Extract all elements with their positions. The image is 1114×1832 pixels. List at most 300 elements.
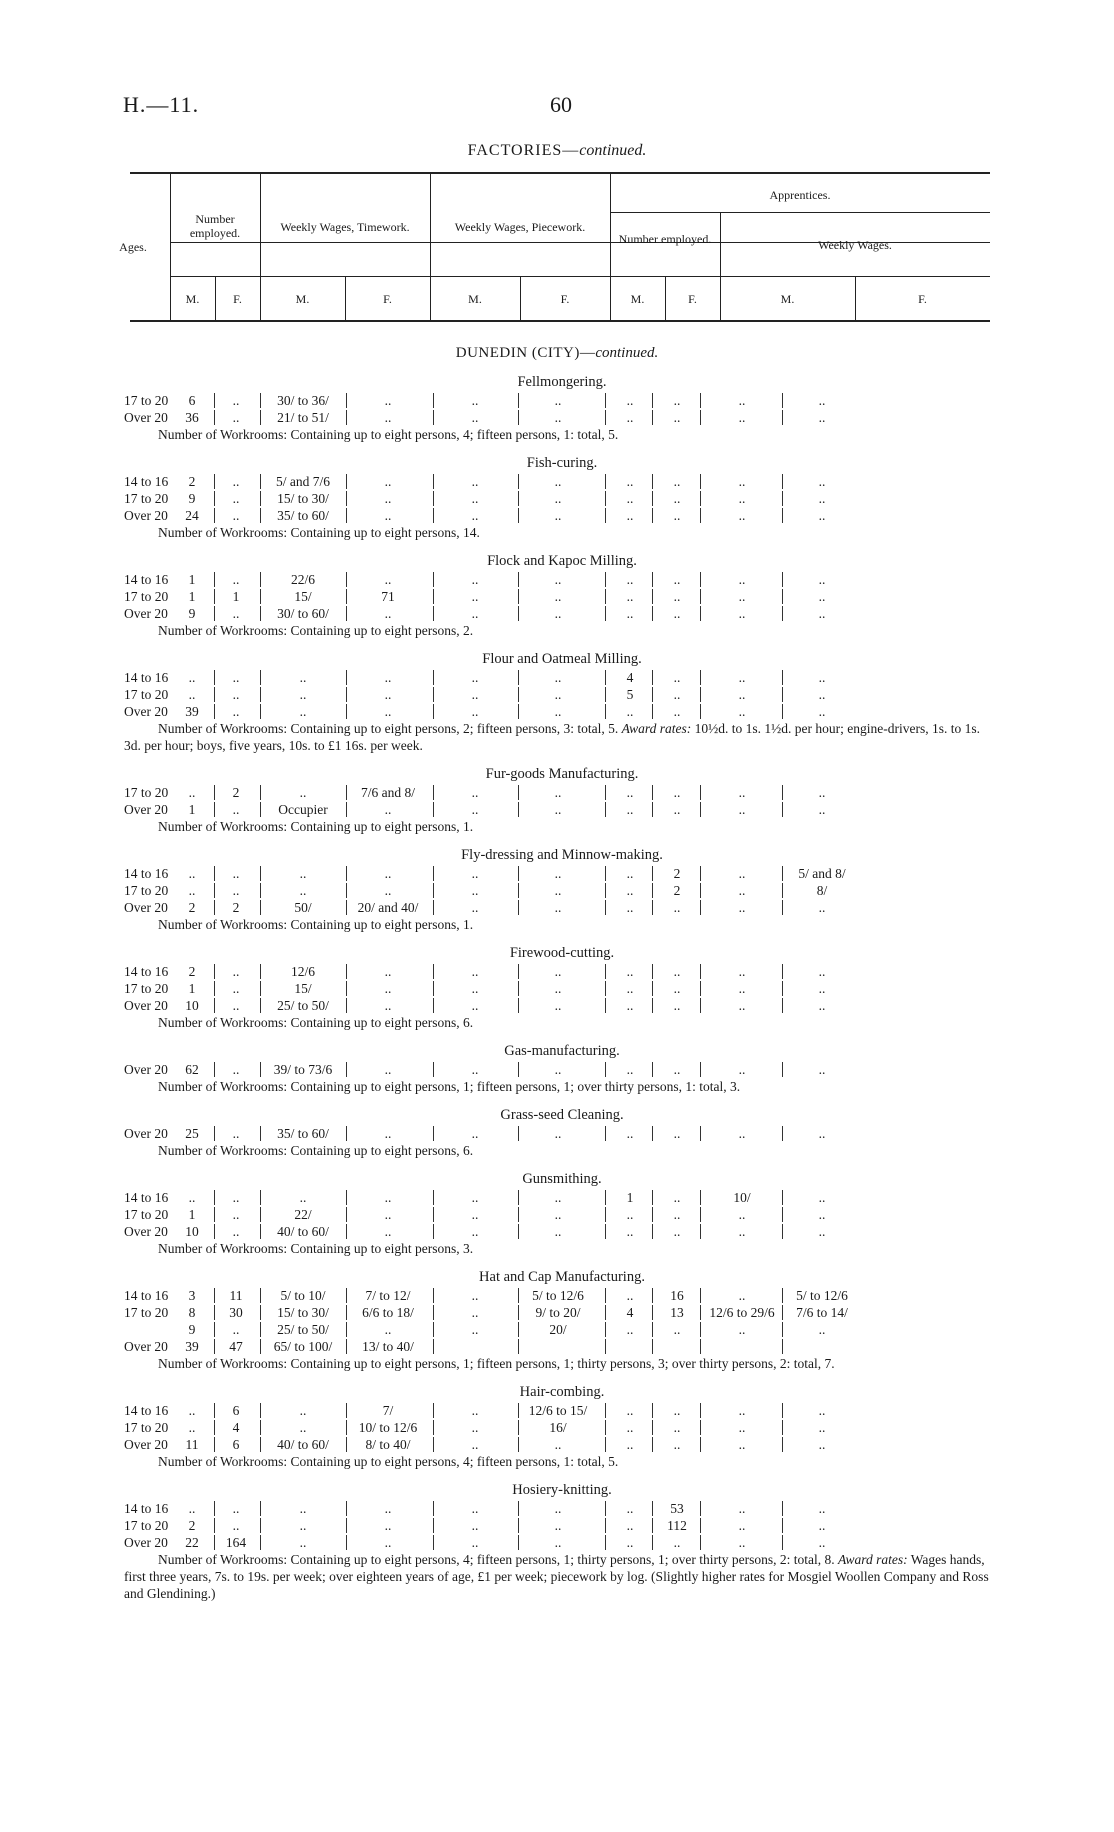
- column-rule: [652, 998, 653, 1013]
- column-rule: [346, 670, 347, 685]
- table-cell: 10/: [733, 1190, 751, 1205]
- table-cell: ..: [299, 670, 307, 685]
- table-cell: ..: [738, 1518, 746, 1533]
- workrooms-note: Number of Workrooms: Containing up to eight persons, 2; fifteen persons, 3: total, 5. Award rates: 10½d. to 1s. 1½d. per hour; engine-drivers, 1s. to 1s. 3d. per hour; boys, five years, 10s. to £1 16s. per week.: [124, 721, 980, 753]
- table-row: [0, 801, 1114, 818]
- industry-section: [0, 943, 1114, 1041]
- column-rule: [433, 1535, 434, 1550]
- column-rule: [700, 1518, 701, 1533]
- table-cell: 39: [185, 704, 199, 719]
- column-rule: [518, 998, 519, 1013]
- table-cell: ..: [299, 704, 307, 719]
- table-cell: ..: [673, 393, 681, 408]
- award-rates-text: 10½d. to 1s. 1½d. per hour; engine-drivers, 1s. to 1s. 3d. per hour; boys, five years, 10s. to £1 16s. per week.: [124, 721, 980, 753]
- table-cell: 2: [232, 785, 240, 800]
- column-rule: [346, 1420, 347, 1435]
- column-rule: [700, 964, 701, 979]
- column-rule: [260, 589, 261, 604]
- column-rule: [782, 866, 783, 881]
- column-rule: [518, 670, 519, 685]
- column-rule: [652, 670, 653, 685]
- age-cell: 14 to 16: [124, 670, 169, 685]
- table-cell: ..: [626, 1126, 634, 1141]
- table-cell: ..: [673, 1062, 681, 1077]
- table-row: [0, 409, 1114, 426]
- column-rule: [433, 474, 434, 489]
- column-rule: [346, 1535, 347, 1550]
- table-cell: ..: [232, 1207, 240, 1222]
- table-cell: ..: [626, 1062, 634, 1077]
- table-cell: ..: [232, 1224, 240, 1239]
- column-rule: [433, 670, 434, 685]
- column-rule: [652, 704, 653, 719]
- column-rule: [260, 393, 261, 408]
- column-rule: [782, 704, 783, 719]
- column-rule: [518, 606, 519, 621]
- column-rule: [214, 704, 215, 719]
- column-rule: [260, 1339, 261, 1354]
- column-rule: [605, 687, 606, 702]
- table-cell: ..: [673, 410, 681, 425]
- table-cell: ..: [384, 964, 392, 979]
- column-rule: [260, 998, 261, 1013]
- industry-sections: [0, 372, 1114, 1612]
- table-cell: ..: [299, 1501, 307, 1516]
- table-cell: ..: [738, 589, 746, 604]
- column-rule: [260, 1190, 261, 1205]
- column-rule: [214, 508, 215, 523]
- table-cell: ..: [673, 1207, 681, 1222]
- age-cell: Over 20: [124, 704, 168, 719]
- column-rule: [700, 1190, 701, 1205]
- table-cell: ..: [673, 572, 681, 587]
- table-cell: ..: [554, 1207, 562, 1222]
- table-cell: ..: [626, 866, 634, 881]
- table-cell: ..: [626, 393, 634, 408]
- column-rule: [518, 508, 519, 523]
- table-cell: ..: [626, 606, 634, 621]
- table-cell: 5: [626, 687, 634, 702]
- table-cell: 30/ to 36/: [277, 393, 329, 408]
- section-title: Flour and Oatmeal Milling.: [482, 651, 642, 667]
- table-cell: 2: [188, 1518, 196, 1533]
- column-rule: [782, 606, 783, 621]
- table-cell: ..: [818, 964, 826, 979]
- table-cell: 2: [673, 883, 681, 898]
- table-cell: ..: [471, 1288, 479, 1303]
- column-rule: [433, 883, 434, 898]
- column-rule: [782, 1339, 783, 1354]
- table-cell: ..: [818, 687, 826, 702]
- table-row: [0, 882, 1114, 899]
- table-cell: ..: [738, 900, 746, 915]
- column-rule: [782, 1207, 783, 1222]
- table-row: [0, 784, 1114, 801]
- column-rule: [605, 1339, 606, 1354]
- table-cell: 9: [188, 606, 196, 621]
- col-m: M.: [185, 292, 200, 306]
- column-rule: [652, 589, 653, 604]
- table-cell: ..: [471, 998, 479, 1013]
- col-f: F.: [233, 292, 242, 306]
- table-cell: 15/ to 30/: [277, 491, 329, 506]
- section-title: Hat and Cap Manufacturing.: [479, 1269, 645, 1285]
- table-cell: 22/6: [290, 572, 315, 587]
- table-cell: ..: [471, 606, 479, 621]
- table-cell: 25/ to 50/: [277, 1322, 329, 1337]
- section-title: Flock and Kapoc Milling.: [487, 553, 637, 569]
- industry-section: [0, 845, 1114, 943]
- award-rates-label: Award rates:: [621, 721, 692, 736]
- table-cell: ..: [738, 572, 746, 587]
- column-rule: [260, 1126, 261, 1141]
- column-rule: [346, 606, 347, 621]
- table-cell: ..: [626, 1224, 634, 1239]
- column-rule: [518, 964, 519, 979]
- table-cell: ..: [299, 785, 307, 800]
- table-cell: ..: [384, 1501, 392, 1516]
- column-rule: [433, 572, 434, 587]
- table-cell: ..: [626, 1288, 634, 1303]
- column-rule: [700, 508, 701, 523]
- column-rule: [260, 866, 261, 881]
- column-rule: [260, 1437, 261, 1452]
- age-cell: Over 20: [124, 1535, 168, 1550]
- column-rule: [782, 474, 783, 489]
- age-cell: 17 to 20: [124, 589, 169, 604]
- table-cell: 8: [188, 1305, 196, 1320]
- column-rule: [346, 589, 347, 604]
- column-rule: [214, 393, 215, 408]
- workrooms-note: Number of Workrooms: Containing up to eight persons, 6.: [158, 1015, 474, 1030]
- table-cell: ..: [554, 572, 562, 587]
- column-rule: [782, 981, 783, 996]
- column-rule: [214, 1403, 215, 1418]
- table-cell: 9/ to 20/: [535, 1305, 581, 1320]
- table-cell: ..: [818, 589, 826, 604]
- column-rule: [605, 491, 606, 506]
- column-rule: [605, 1207, 606, 1222]
- table-cell: ..: [471, 1062, 479, 1077]
- workrooms-note: Number of Workrooms: Containing up to eight persons, 1; fifteen persons, 1; thirty persons, 3; over thirty persons, 2: total, 7.: [158, 1356, 835, 1371]
- column-rule: [652, 491, 653, 506]
- table-cell: ..: [471, 1420, 479, 1435]
- column-rule: [605, 589, 606, 604]
- column-rule: [782, 1501, 783, 1516]
- table-cell: 53: [670, 1501, 684, 1516]
- table-cell: ..: [818, 670, 826, 685]
- table-cell: 6: [232, 1437, 240, 1452]
- column-rule: [518, 393, 519, 408]
- table-row: [0, 507, 1114, 524]
- table-cell: ..: [384, 704, 392, 719]
- age-cell: 17 to 20: [124, 1518, 169, 1533]
- table-cell: 10: [185, 1224, 199, 1239]
- column-rule: [260, 900, 261, 915]
- table-cell: 40/ to 60/: [277, 1224, 329, 1239]
- workrooms-note: Number of Workrooms: Containing up to eight persons, 1.: [158, 917, 474, 932]
- column-rule: [214, 1518, 215, 1533]
- column-rule: [214, 1535, 215, 1550]
- table-cell: ..: [384, 393, 392, 408]
- table-cell: ..: [384, 1062, 392, 1077]
- table-cell: ..: [554, 1518, 562, 1533]
- column-rule: [652, 1501, 653, 1516]
- table-cell: ..: [818, 1437, 826, 1452]
- column-rule: [433, 1288, 434, 1303]
- column-rule: [605, 785, 606, 800]
- column-rule: [700, 606, 701, 621]
- table-row: [0, 1436, 1114, 1453]
- table-cell: ..: [818, 606, 826, 621]
- column-rule: [605, 998, 606, 1013]
- table-cell: ..: [673, 508, 681, 523]
- table-cell: 2: [188, 474, 196, 489]
- workrooms-note: Number of Workrooms: Containing up to eight persons, 4; fifteen persons, 1; thirty persons, 1; over thirty persons, 2: total, 8. Award rates: Wages hands, first three years, 7s. to 19s. per week; over eighteen years of age, £1 per week; piecework by log. (Slightly higher rates for Mosgiel Woollen Company and Ross and Glendining.): [124, 1552, 989, 1601]
- table-row: [0, 997, 1114, 1014]
- table-cell: ..: [818, 1224, 826, 1239]
- table-cell: 65/ to 100/: [273, 1339, 333, 1354]
- table-cell: 16/: [549, 1420, 567, 1435]
- column-rule: [346, 1126, 347, 1141]
- table-cell: ..: [626, 900, 634, 915]
- column-rule: [346, 393, 347, 408]
- column-rule: [260, 410, 261, 425]
- column-rule: [518, 687, 519, 702]
- table-cell: 2: [188, 900, 196, 915]
- table-cell: 1: [232, 589, 240, 604]
- table-cell: 112: [667, 1518, 687, 1533]
- table-cell: ..: [188, 687, 196, 702]
- age-cell: Over 20: [124, 508, 168, 523]
- table-cell: ..: [188, 785, 196, 800]
- column-rule: [433, 393, 434, 408]
- column-rule: [346, 704, 347, 719]
- column-rule: [214, 1322, 215, 1337]
- column-rule: [346, 1518, 347, 1533]
- table-cell: ..: [232, 1190, 240, 1205]
- table-row: [0, 1419, 1114, 1436]
- column-rule: [260, 491, 261, 506]
- column-rule: [433, 802, 434, 817]
- table-row: [0, 1061, 1114, 1078]
- industry-section: [0, 649, 1114, 764]
- column-rule: [214, 866, 215, 881]
- table-cell: ..: [554, 670, 562, 685]
- table-cell: ..: [232, 1518, 240, 1533]
- table-cell: ..: [232, 670, 240, 685]
- column-rule: [605, 1190, 606, 1205]
- table-cell: ..: [673, 1403, 681, 1418]
- table-cell: ..: [471, 1535, 479, 1550]
- table-cell: ..: [738, 670, 746, 685]
- column-rule: [700, 1322, 701, 1337]
- column-rule: [518, 1420, 519, 1435]
- table-cell: 1: [626, 1190, 634, 1205]
- column-rule: [518, 474, 519, 489]
- age-cell: Over 20: [124, 1126, 168, 1141]
- column-rule: [433, 785, 434, 800]
- column-rule: [782, 998, 783, 1013]
- column-rule: [700, 1403, 701, 1418]
- column-rule: [346, 1062, 347, 1077]
- age-cell: Over 20: [124, 1437, 168, 1452]
- column-rule: [605, 1305, 606, 1320]
- table-row: [0, 686, 1114, 703]
- column-rule: [346, 1322, 347, 1337]
- column-rule: [346, 474, 347, 489]
- table-cell: 1: [188, 802, 196, 817]
- col-f: F.: [918, 292, 927, 306]
- column-rule: [518, 1339, 519, 1354]
- column-rule: [214, 572, 215, 587]
- table-cell: ..: [738, 998, 746, 1013]
- column-rule: [260, 687, 261, 702]
- column-rule: [518, 802, 519, 817]
- column-rule: [782, 1437, 783, 1452]
- col-f: F.: [560, 292, 570, 306]
- table-cell: ..: [673, 687, 681, 702]
- table-cell: ..: [738, 393, 746, 408]
- table-cell: 2: [232, 900, 240, 915]
- table-cell: 1: [188, 1207, 196, 1222]
- column-rule: [433, 606, 434, 621]
- report-code: H.—11.: [123, 92, 200, 117]
- column-rule: [782, 883, 783, 898]
- table-cell: Occupier: [278, 802, 328, 817]
- table-cell: ..: [818, 572, 826, 587]
- column-rule: [518, 572, 519, 587]
- table-cell: ..: [188, 883, 196, 898]
- column-rule: [214, 1501, 215, 1516]
- table-cell: 47: [229, 1339, 243, 1354]
- column-rule: [700, 866, 701, 881]
- column-rule: [433, 687, 434, 702]
- column-rule: [605, 1501, 606, 1516]
- table-cell: 13/ to 40/: [362, 1339, 414, 1354]
- column-rule: [518, 1305, 519, 1320]
- column-rule: [782, 802, 783, 817]
- table-cell: ..: [384, 491, 392, 506]
- column-rule: [652, 785, 653, 800]
- column-rule: [260, 606, 261, 621]
- section-title: Hair-combing.: [519, 1384, 605, 1400]
- table-cell: ..: [384, 883, 392, 898]
- col-m: M.: [630, 292, 645, 306]
- age-cell: 14 to 16: [124, 1288, 169, 1303]
- section-title: Fellmongering.: [517, 374, 607, 390]
- industry-section: [0, 1041, 1114, 1105]
- table-row: [0, 392, 1114, 409]
- table-cell: ..: [673, 704, 681, 719]
- column-rule: [652, 1420, 653, 1435]
- column-rule: [518, 900, 519, 915]
- column-rule: [652, 1207, 653, 1222]
- table-cell: ..: [471, 410, 479, 425]
- column-rule: [700, 1207, 701, 1222]
- table-cell: ..: [673, 785, 681, 800]
- table-cell: 5/ to 12/6: [796, 1288, 848, 1303]
- table-cell: 10/ to 12/6: [358, 1420, 418, 1435]
- column-rule: [518, 785, 519, 800]
- table-cell: ..: [471, 1403, 479, 1418]
- table-cell: ..: [554, 1437, 562, 1452]
- column-rule: [214, 1305, 215, 1320]
- col-ages: Ages.: [119, 240, 147, 254]
- table-row: [0, 490, 1114, 507]
- table-cell: ..: [554, 900, 562, 915]
- table-cell: ..: [738, 1535, 746, 1550]
- column-rule: [433, 1062, 434, 1077]
- column-rule: [518, 1190, 519, 1205]
- table-cell: ..: [818, 508, 826, 523]
- table-row: [0, 669, 1114, 686]
- workrooms-note: Number of Workrooms: Containing up to eight persons, 4; fifteen persons, 1: total, 5.: [158, 427, 619, 442]
- table-cell: ..: [554, 998, 562, 1013]
- column-rule: [652, 474, 653, 489]
- column-rule: [260, 1062, 261, 1077]
- section-title: Firewood-cutting.: [509, 945, 615, 961]
- table-row: [0, 899, 1114, 916]
- table-cell: ..: [232, 491, 240, 506]
- industry-section: [0, 1480, 1114, 1612]
- column-rule: [652, 802, 653, 817]
- age-cell: 14 to 16: [124, 866, 169, 881]
- column-rule: [346, 572, 347, 587]
- table-row: [0, 1338, 1114, 1355]
- table-cell: ..: [738, 410, 746, 425]
- table-cell: ..: [232, 393, 240, 408]
- table-cell: 1: [188, 589, 196, 604]
- column-rule: [652, 1518, 653, 1533]
- table-cell: 25: [185, 1126, 199, 1141]
- age-cell: Over 20: [124, 998, 168, 1013]
- table-cell: ..: [471, 802, 479, 817]
- table-cell: ..: [232, 1501, 240, 1516]
- table-cell: ..: [384, 474, 392, 489]
- table-cell: ..: [299, 883, 307, 898]
- column-rule: [518, 1535, 519, 1550]
- column-rule: [652, 410, 653, 425]
- table-cell: ..: [232, 508, 240, 523]
- table-cell: ..: [471, 393, 479, 408]
- table-cell: 11: [229, 1288, 243, 1303]
- table-cell: ..: [471, 572, 479, 587]
- table-cell: ..: [818, 1420, 826, 1435]
- column-rule: [605, 606, 606, 621]
- column-rule: [214, 1224, 215, 1239]
- age-cell: 17 to 20: [124, 785, 169, 800]
- table-cell: ..: [738, 866, 746, 881]
- column-rule: [605, 1224, 606, 1239]
- table-cell: 8/ to 40/: [365, 1437, 411, 1452]
- industry-section: [0, 372, 1114, 453]
- table-cell: ..: [232, 1062, 240, 1077]
- section-title: Grass-seed Cleaning.: [500, 1107, 624, 1123]
- column-rule: [260, 670, 261, 685]
- col-m: M.: [295, 292, 310, 306]
- column-rule: [518, 410, 519, 425]
- column-rule: [782, 1190, 783, 1205]
- table-cell: ..: [738, 785, 746, 800]
- column-rule: [346, 1288, 347, 1303]
- table-row: [0, 1534, 1114, 1551]
- table-cell: ..: [673, 900, 681, 915]
- table-cell: ..: [818, 474, 826, 489]
- table-cell: 30/ to 60/: [277, 606, 329, 621]
- table-cell: ..: [673, 1224, 681, 1239]
- column-rule: [433, 491, 434, 506]
